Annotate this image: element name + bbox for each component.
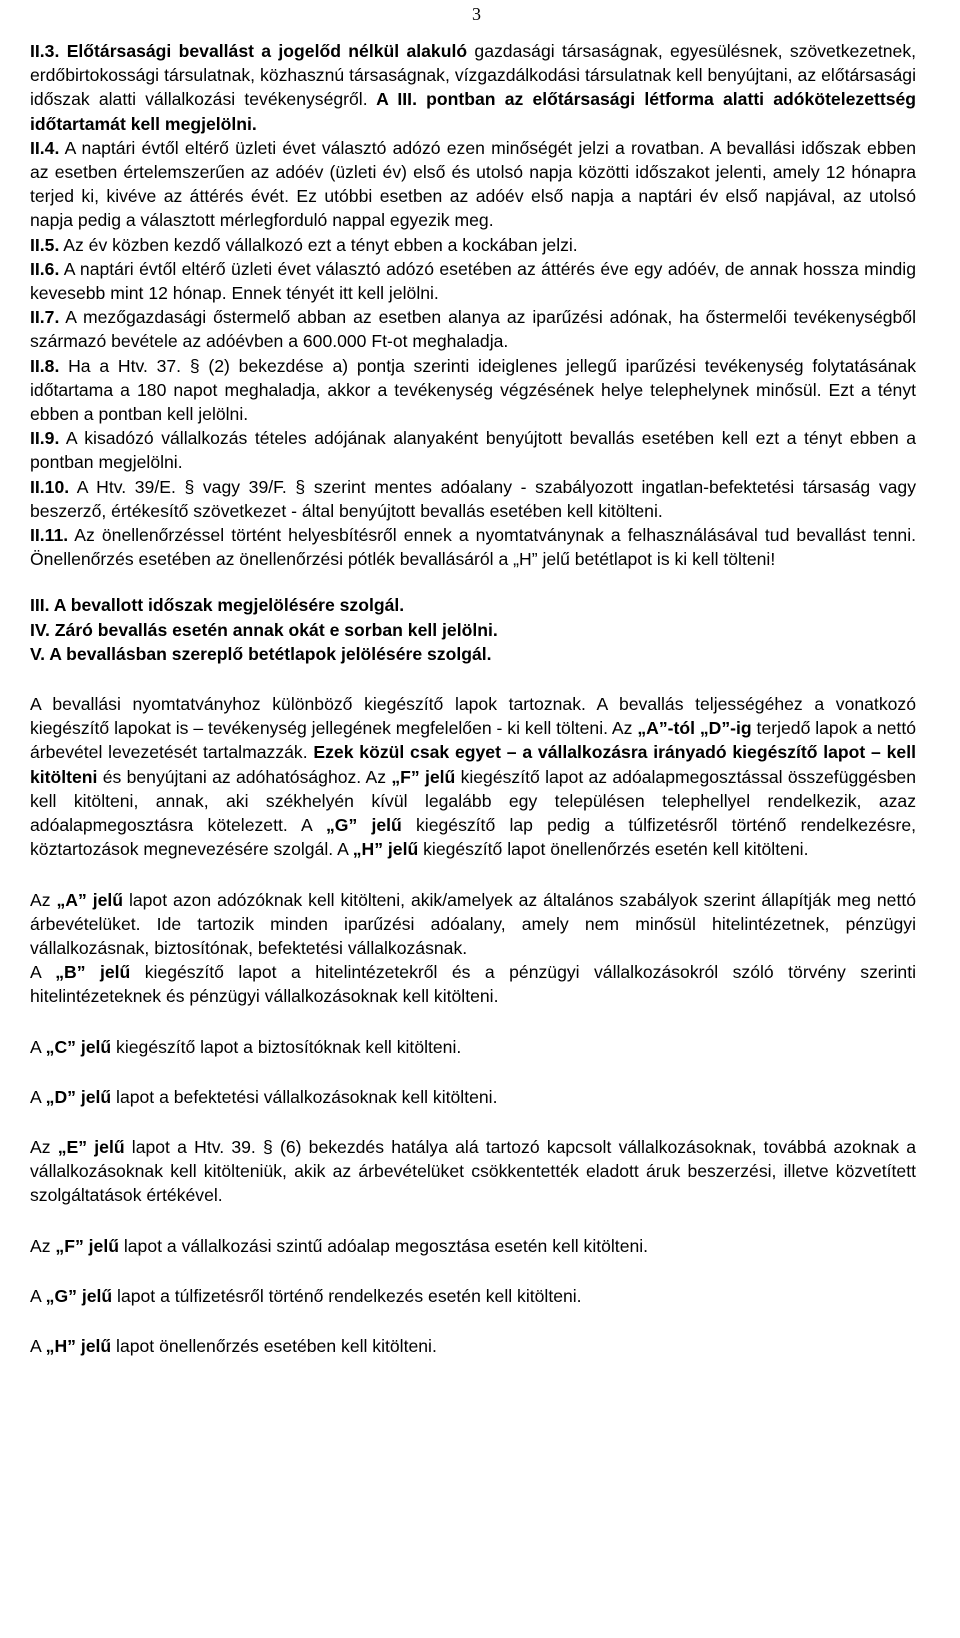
sheet-text: A xyxy=(30,1335,46,1356)
sheet-text: kiegészítő lapot a biztosítóknak kell kitölteni. xyxy=(111,1036,462,1057)
sheet-text: kiegészítő lapot a hitelintézetekről és a pénzügyi vállalkozásokról szóló törvény szerinti hitelintézeteknek és pénzügyi vállalkozásoknak kell kitölteni. xyxy=(30,962,917,1007)
sheet-text: lapot a Htv. 39. § (6) bekezdés hatálya alá tartozó kapcsolt vállalkozásoknak, továbbá azoknak a vállalkozásoknak kell kitölteniük, akik az árbevételüket csökkentették eladott áruk beszerzési, illetve közvetített szolgáltatások értékével. xyxy=(30,1136,916,1206)
sheet-label: „H” jelű xyxy=(45,1335,112,1356)
heading-iv: IV. Záró bevallás esetén annak okát e sorban kell jelölni. xyxy=(30,619,498,640)
sheet-label: „F” jelű xyxy=(55,1235,119,1256)
page-number: 3 xyxy=(472,4,481,24)
sheet-h-paragraph xyxy=(30,1334,916,1358)
item-ii-5 xyxy=(30,233,916,257)
spacer xyxy=(30,1258,916,1284)
intro-bold: Ezek közül csak egyet – a vállalkozásra irányadó kiegészítő lapot – kell kitölteni xyxy=(30,742,916,787)
sheet-text: lapot a túlfizetésről történő rendelkezés esetén kell kitölteni. xyxy=(112,1285,582,1306)
heading-v: V. A bevallásban szereplő betétlapok jelölésére szolgál. xyxy=(30,643,492,664)
sheet-text: lapot azon adózóknak kell kitölteni, akik/amelyek az általános szabályok szerint állapítják meg nettó árbevételüket. Ide tartozik minden iparűzési adóalany, amely nem minősül hitelintézetnek, pénzügyi vállalkozásnak, biztosítónak, befektetési vállalkozásnak. xyxy=(30,889,917,958)
spacer xyxy=(30,862,916,888)
item-ii-7 xyxy=(30,305,916,353)
sheet-b-paragraph xyxy=(30,960,916,1008)
item-number: II.5. xyxy=(30,234,60,255)
spacer xyxy=(30,571,916,593)
item-ii-10 xyxy=(30,475,916,523)
item-bold-text: Előtársasági bevallást a jogelőd nélkül alakuló xyxy=(66,41,468,61)
item-ii-4 xyxy=(30,136,916,233)
sheet-a-paragraph xyxy=(30,888,916,961)
item-number: II.10. xyxy=(30,476,70,497)
spacer xyxy=(30,666,916,692)
intro-text: kiegészítő lapot önellenőrzés esetén kell kitölteni. xyxy=(418,839,809,860)
item-ii-11 xyxy=(30,523,916,571)
spacer xyxy=(30,1208,916,1234)
item-ii-8 xyxy=(30,354,916,427)
item-number: II.8. xyxy=(30,355,60,376)
intro-bold: „F” jelű xyxy=(391,766,456,787)
heading-iii: III. A bevallott időszak megjelölésére szolgál. xyxy=(30,595,405,616)
sheet-c-paragraph xyxy=(30,1035,916,1059)
item-text: A Htv. 39/E. § vagy 39/F. § szerint mentes adóalany - szabályozott ingatlan-befektetési társaság vagy beszerző, értékesítő szövetkezet - által benyújtott bevallás esetében kell kitölteni. xyxy=(30,476,916,521)
item-number: II.3. xyxy=(30,41,60,61)
item-number: II.11. xyxy=(30,525,69,546)
sheet-text: Az xyxy=(30,1136,58,1157)
sheet-text: Az xyxy=(30,1235,56,1256)
sheet-label: „G” jelű xyxy=(45,1285,113,1306)
item-text: Az év közben kezdő vállalkozó ezt a tényt ebben a kockában jelzi. xyxy=(59,234,578,255)
item-ii-9 xyxy=(30,426,916,474)
spacer xyxy=(30,1109,916,1135)
intro-text: kiegészítő lap pedig a túlfizetésről történő rendelkezésre, köztartozások megnevezésére szolgál. A xyxy=(30,815,916,860)
sheet-d-paragraph xyxy=(30,1085,916,1109)
intro-bold: „G” jelű xyxy=(325,815,402,836)
sheet-g-paragraph xyxy=(30,1284,916,1308)
sheet-e-paragraph xyxy=(30,1135,916,1208)
sheet-text: lapot a befektetési vállalkozásoknak kell kitölteni. xyxy=(111,1086,498,1107)
item-text: A naptári évtől eltérő üzleti évet választó adózó esetében az áttérés éve egy adóév, de annak hossza mindig kevesebb mint 12 hónap. Ennek tényét itt kell jelölni. xyxy=(30,258,916,304)
intro-paragraph xyxy=(30,692,916,861)
item-text: A naptári évtől eltérő üzleti évet választó adózó ezen minőségét jelzi a rovatban. A bevallási időszak ebben az esetben értelemszerűen az adóév (üzleti év) első és utolsó napja közötti időszakot jelenti, amely 12 hónapra terjed ki, kivéve az áttérés évét. Ez utóbbi esetben az adóév első napja a naptári év első napjával, az utolsó napja pedig a választott mérlegforduló nappal egyezik meg. xyxy=(30,137,916,231)
sheet-label: „C” jelű xyxy=(45,1036,112,1057)
spacer xyxy=(30,1308,916,1334)
intro-bold: „H” jelű xyxy=(352,839,419,860)
intro-text: A bevallási nyomtatványhoz különböző kiegészítő lapok tartoznak. A bevallás teljességéhez a vonatkozó kiegészítő lapokat is – tevékenység jellegének megfelelően - ki kell tölteni. Az xyxy=(30,694,916,739)
item-number: II.7. xyxy=(30,307,60,328)
item-text: Ha a Htv. 37. § (2) bekezdése a) pontja szerinti ideiglenes jellegű iparűzési tevékenység folytatásának időtartama a 180 napot meghaladja, akkor a tevékenység végzésének helye telephelynek minősül. Ezt a tényt ebben a pontban kell jelölni. xyxy=(30,355,916,425)
item-number: II.6. xyxy=(30,258,60,279)
intro-text: terjedő lapok a nettó árbevétel levezetését tartalmazzák. xyxy=(30,718,916,763)
sheet-text: A xyxy=(30,1036,46,1057)
sheet-f-paragraph xyxy=(30,1234,916,1258)
spacer xyxy=(30,1009,916,1035)
sheet-text: A xyxy=(30,1285,46,1306)
item-text: gazdasági társaságnak, egyesülésnek, szövetkezetnek, erdőbirtokossági társulatnak, közhasznú társaságnak, vízgazdálkodási társulatnak kell benyújtani, az előtársasági időszak alatti vállalkozási tevékenységről. xyxy=(30,41,916,110)
sheet-text: A xyxy=(30,962,56,983)
sheet-text: A xyxy=(30,1086,46,1107)
document-body xyxy=(30,39,916,1358)
item-bold-text: A III. pontban az előtársasági létforma alatti adókötelezettség időtartamát kell megjelölni. xyxy=(30,89,917,134)
item-ii-3 xyxy=(30,39,916,136)
item-ii-6 xyxy=(30,257,916,305)
sheet-label: „A” jelű xyxy=(56,889,124,910)
item-text: A mezőgazdasági őstermelő abban az esetben alanya az iparűzési adónak, ha őstermelői tevékenységből származó bevétele az adóévben a 600.000 Ft-ot meghaladja. xyxy=(30,307,916,352)
item-number: II.4. xyxy=(30,137,60,158)
intro-text: kiegészítő lapot az adóalapmegosztással összefüggésben kell kitölteni, annak, aki székhelyén kívül legalább egy településen telephellyel rendelkezik, azaz adóalapmegosztásra kötelezett. A xyxy=(30,766,916,836)
intro-bold: „A”-tól „D”-ig xyxy=(637,718,752,739)
sheet-text: lapot a vállalkozási szintű adóalap megosztása esetén kell kitölteni. xyxy=(118,1235,649,1256)
item-text: A kisadózó vállalkozás tételes adójának alanyaként benyújtott bevallás esetében kell ezt a tényt ebben a pontban megjelölni. xyxy=(30,428,916,473)
intro-text: és benyújtani az adóhatósághoz. Az xyxy=(97,766,392,787)
sheet-text: lapot önellenőrzés esetében kell kitölteni. xyxy=(111,1335,437,1356)
item-number: II.9. xyxy=(30,428,60,449)
item-text: Az önellenőrzéssel történt helyesbítésről ennek a nyomtatványnak a felhasználásával tud bevallást tenni. Önellenőrzés esetében az önellenőrzési pótlék bevallásáról a „H” jelű betétlapot is ki kell tölteni! xyxy=(30,525,916,570)
sheet-label: „E” jelű xyxy=(57,1136,125,1157)
sheet-label: „B” jelű xyxy=(55,962,131,983)
sheet-label: „D” jelű xyxy=(45,1086,112,1107)
spacer xyxy=(30,1059,916,1085)
sheet-text: Az xyxy=(30,889,57,910)
